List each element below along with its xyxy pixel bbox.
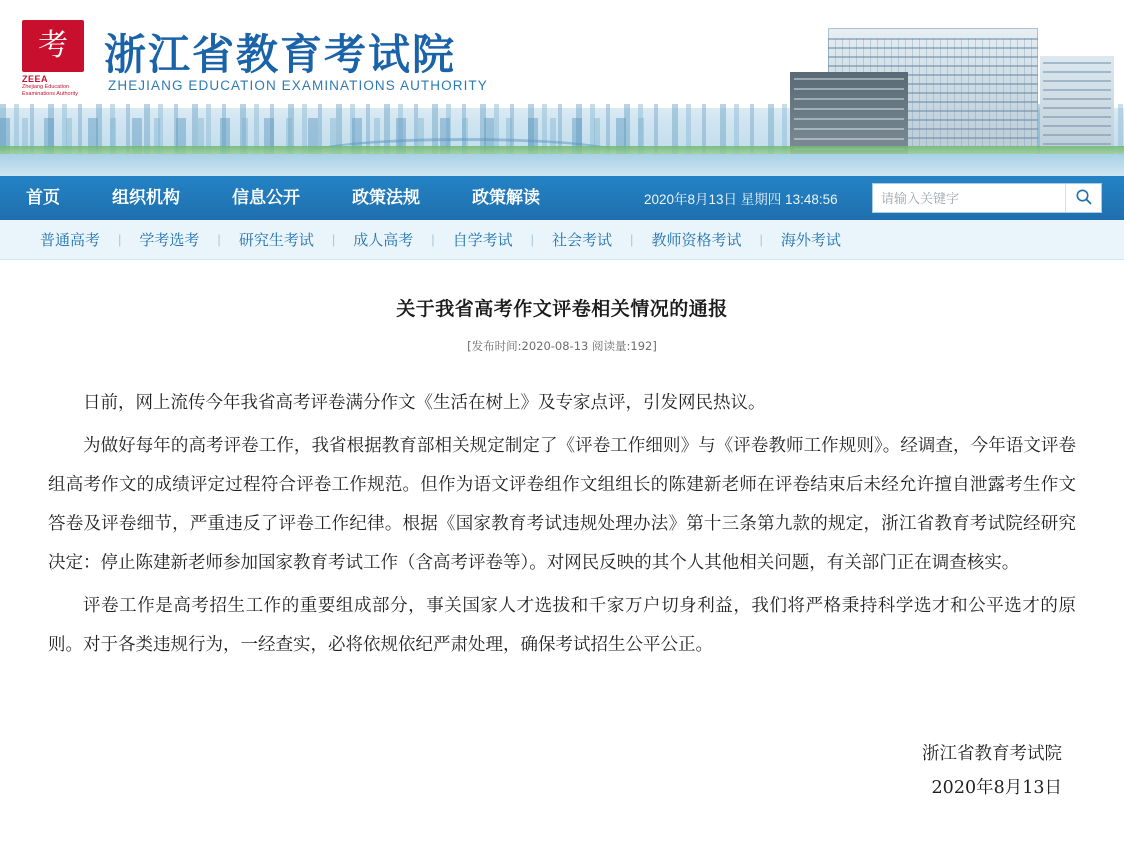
banner-building-right <box>1040 56 1114 156</box>
search-button[interactable] <box>1065 184 1101 212</box>
subnav-separator: | <box>331 232 336 247</box>
sub-nav <box>0 220 1124 260</box>
nav-item-policies-regulations[interactable]: 政策法规 <box>352 188 420 207</box>
subnav-separator: | <box>118 232 122 247</box>
nav-item-home[interactable]: 首页 <box>26 188 60 207</box>
subnav-item-gaokao[interactable]: 普通高考 <box>40 232 101 249</box>
search-icon <box>1075 188 1093 209</box>
article-body <box>48 384 1076 665</box>
article-paragraph: 为做好每年的高考评卷工作，我省根据教育部相关规定制定了《评卷工作细则》与《评卷教师工作规则》。经调查，今年语文评卷组高考作文的成绩评定过程符合评卷工作规范。但作为语文评卷组作文组组长的陈建新老师在评卷结束后未经允许擅自泄露考生作文答卷及评卷细节，严重违反了评卷工作纪律。根据《国家教育考试违规处理办法》第十三条第九款的规定，浙江省教育考试院经研究决定：停止陈建新老师参加国家教育考试工作（含高考评卷等）。对网民反映的其个人其他相关问题，有关部门正在调查核实。 <box>48 436 1076 573</box>
subnav-item-adult-gaokao[interactable]: 成人高考 <box>353 232 414 249</box>
logo-brand-text: ZEEA <box>22 74 49 84</box>
search-bar <box>872 183 1102 213</box>
page-title: 关于我省高考作文评卷相关情况的通报 <box>396 298 728 320</box>
banner-building-dark <box>790 72 908 156</box>
article-signature <box>48 737 1076 805</box>
main-nav <box>0 176 1124 220</box>
subnav-item-overseas-exam[interactable]: 海外考试 <box>780 232 841 249</box>
subnav-separator: | <box>759 232 763 247</box>
logo-glyph: 考 <box>38 28 68 63</box>
signature-organization: 浙江省教育考试院 <box>922 744 1062 764</box>
subnav-separator: | <box>530 232 535 247</box>
logo-emblem-icon <box>22 20 84 72</box>
subnav-item-xuekao-xuankao[interactable]: 学考选考 <box>139 232 200 249</box>
site-banner <box>0 0 1124 176</box>
nav-item-organization[interactable]: 组织机构 <box>112 188 180 207</box>
article-meta: [发布时间:2020-08-13 阅读量:192] <box>467 339 657 353</box>
subnav-item-teacher-qualification[interactable]: 教师资格考试 <box>651 232 742 249</box>
article <box>0 260 1124 805</box>
banner-water <box>0 154 1124 176</box>
site-title-cn: 浙江省教育考试院 <box>104 30 457 79</box>
subnav-separator: | <box>630 232 634 247</box>
main-nav-items <box>0 176 566 220</box>
search-input[interactable] <box>873 184 1065 212</box>
nav-item-policy-interpretation[interactable]: 政策解读 <box>472 188 540 207</box>
site-logo[interactable] <box>22 20 90 97</box>
logo-caption-text: Zhejiang Education Examinations Authority <box>22 84 78 97</box>
subnav-separator: | <box>431 232 435 247</box>
article-paragraph: 日前，网上流传今年我省高考评卷满分作文《生活在树上》及专家点评，引发网民热议。 <box>83 393 766 413</box>
nav-clock: 2020年8月13日 星期四 13:48:56 <box>644 192 838 207</box>
article-paragraph: 评卷工作是高考招生工作的重要组成部分，事关国家人才选拔和千家万户切身利益，我们将严格秉持科学选才和公平选才的原则。对于各类违规行为，一经查实，必将依规依纪严肃处理，确保考试招生公平公正。 <box>48 596 1076 655</box>
subnav-item-self-study-exam[interactable]: 自学考试 <box>452 232 513 249</box>
subnav-item-graduate-exam[interactable]: 研究生考试 <box>238 232 314 249</box>
subnav-item-social-exam[interactable]: 社会考试 <box>552 232 613 249</box>
signature-date: 2020年8月13日 <box>931 778 1062 798</box>
site-title-en: ZHEJIANG EDUCATION EXAMINATIONS AUTHORITY <box>108 78 488 93</box>
nav-item-information-disclosure[interactable]: 信息公开 <box>232 188 300 207</box>
subnav-separator: | <box>217 232 221 247</box>
